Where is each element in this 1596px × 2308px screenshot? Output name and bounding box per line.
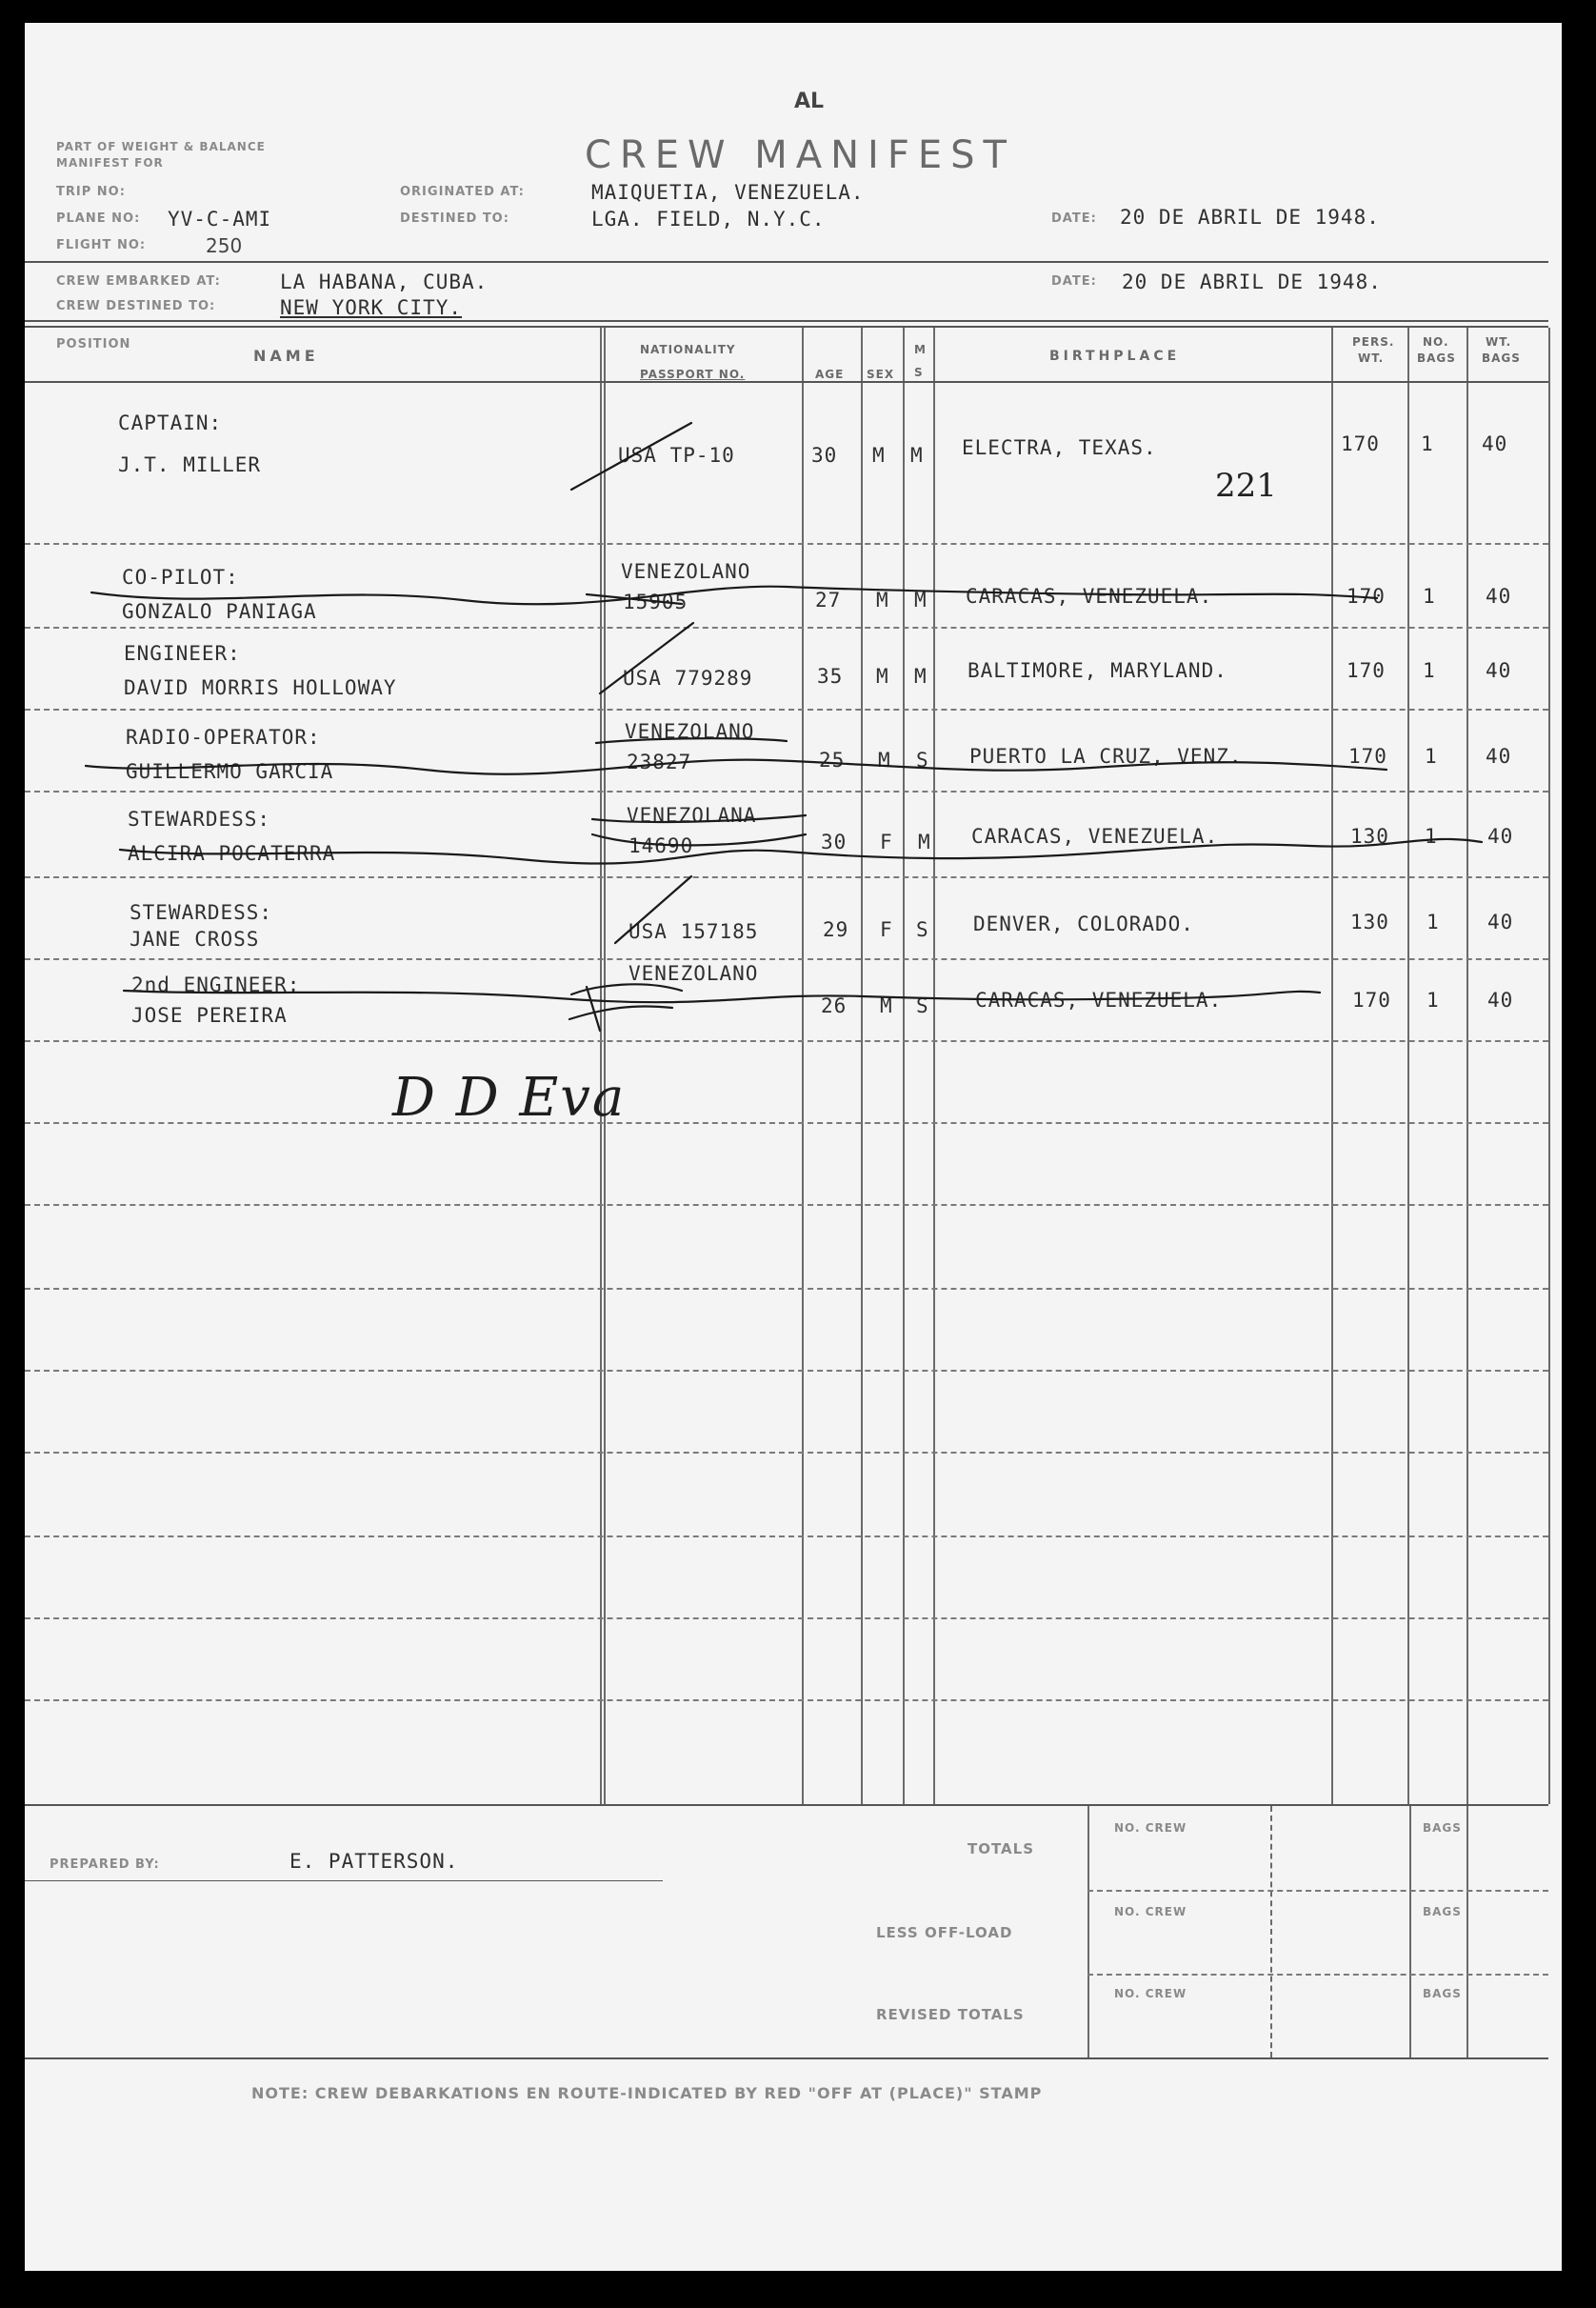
strike-line [120, 839, 1482, 864]
slash-mark [615, 876, 691, 943]
date-value: 20 DE ABRIL DE 1948. [1120, 206, 1380, 229]
crew-nationality: VENEZOLANO [621, 560, 751, 583]
crew-pers-wt: 130 [1350, 911, 1389, 933]
bags-label: BAGS [1423, 1821, 1462, 1835]
crew-age: 25 [819, 749, 846, 772]
crew-marital: S [916, 994, 929, 1017]
originated-label: ORIGINATED AT: [400, 185, 525, 199]
no-crew-label: NO. CREW [1114, 1821, 1187, 1835]
crew-position: CAPTAIN: [118, 411, 223, 434]
col-ms-1: M [914, 343, 927, 356]
date2-value: 20 DE ABRIL DE 1948. [1122, 271, 1382, 293]
strike-line [596, 738, 787, 743]
date2-label: DATE: [1051, 274, 1097, 289]
crew-age: 30 [821, 831, 848, 853]
slash-mark [600, 623, 693, 693]
col-wt-bags-1: WT. [1486, 335, 1512, 349]
crew-no-bags: 1 [1421, 432, 1434, 455]
slash-mark [571, 423, 691, 490]
crew-marital: M [914, 665, 928, 688]
trip-no-label: TRIP NO: [56, 185, 126, 199]
crew-pers-wt: 170 [1347, 659, 1386, 682]
crew-wt-bags: 40 [1487, 825, 1514, 848]
crew-marital: M [910, 444, 924, 467]
crew-marital: M [914, 589, 928, 612]
crew-name: J.T. MILLER [118, 453, 262, 476]
crew-sex: F [880, 918, 893, 941]
crew-birthplace: CARACAS, VENEZUELA. [966, 585, 1213, 608]
crew-wt-bags: 40 [1482, 432, 1508, 455]
crew-sex: M [880, 994, 893, 1017]
crew-sex: M [876, 589, 889, 612]
crew-name: DAVID MORRIS HOLLOWAY [124, 676, 397, 699]
crew-position: CO-PILOT: [122, 566, 239, 589]
prepared-by-label: PREPARED BY: [50, 1857, 160, 1872]
crew-wt-bags: 40 [1487, 989, 1514, 1012]
crew-no-bags: 1 [1425, 745, 1438, 768]
revised-totals-label: REVISED TOTALS [876, 2006, 1025, 2023]
plane-no-label: PLANE NO: [56, 211, 141, 226]
crew-name: JANE CROSS [130, 928, 260, 951]
crew-name: JOSE PEREIRA [131, 1004, 288, 1027]
strike-line [569, 1007, 672, 1020]
crew-sex: M [872, 444, 886, 467]
part-of-label-2: MANIFEST FOR [56, 156, 164, 170]
crew-nationality: USA 779289 [623, 667, 753, 690]
crew-sex: M [878, 749, 891, 772]
strike-line [592, 834, 806, 845]
crew-nationality: VENEZOLANO [628, 962, 759, 985]
originated-value: MAIQUETIA, VENEZUELA. [591, 181, 865, 204]
col-wt-bags-2: BAGS [1482, 351, 1521, 365]
col-name: NAME [253, 347, 319, 365]
crew-age: 30 [811, 444, 838, 467]
crew-nationality: VENEZOLANO [625, 720, 755, 743]
strike-line [587, 987, 600, 1031]
col-age: AGE [815, 368, 845, 381]
bags-label: BAGS [1423, 1905, 1462, 1918]
crew-embarked-label: CREW EMBARKED AT: [56, 274, 221, 289]
crew-no-bags: 1 [1425, 825, 1438, 848]
crew-pers-wt: 170 [1352, 989, 1391, 1012]
crew-wt-bags: 40 [1486, 659, 1512, 682]
manifest-page [25, 23, 1562, 2271]
crew-birthplace: BALTIMORE, MARYLAND. [968, 659, 1227, 682]
strike-line [86, 760, 1387, 774]
crew-sex: F [880, 831, 893, 853]
crew-birthplace: ELECTRA, TEXAS. [962, 436, 1157, 459]
col-birthplace: BIRTHPLACE [1049, 349, 1181, 364]
crew-no-bags: 1 [1426, 911, 1440, 933]
crew-marital: S [916, 749, 929, 772]
crew-wt-bags: 40 [1486, 585, 1512, 608]
crew-age: 29 [823, 918, 849, 941]
crew-age: 27 [815, 589, 842, 612]
strike-line [592, 815, 806, 822]
crew-nationality: VENEZOLANA [627, 804, 757, 827]
crew-nationality: USA 157185 [628, 920, 759, 943]
crew-position: RADIO-OPERATOR: [126, 726, 321, 749]
plane-no-value: YV-C-AMI [168, 208, 272, 231]
crew-destined-label: CREW DESTINED TO: [56, 299, 216, 313]
crew-wt-bags: 40 [1486, 745, 1512, 768]
no-crew-label: NO. CREW [1114, 1905, 1187, 1918]
less-offload-label: LESS OFF-LOAD [876, 1924, 1013, 1941]
flight-no-value: 250 [206, 234, 243, 257]
crew-pers-wt: 170 [1348, 745, 1387, 768]
col-sex: SEX [867, 368, 895, 381]
col-pers-wt-1: PERS. [1352, 335, 1395, 349]
crew-position: 2nd ENGINEER: [131, 973, 301, 996]
ink-markings [25, 23, 1562, 1261]
no-crew-label: NO. CREW [1114, 1987, 1187, 2000]
crew-position: STEWARDESS: [130, 901, 273, 924]
crew-marital: M [918, 831, 931, 853]
crew-age: 26 [821, 994, 848, 1017]
handwritten-number: 221 [1215, 467, 1277, 505]
flight-no-label: FLIGHT NO: [56, 238, 147, 252]
prepared-by-value: E. PATTERSON. [289, 1850, 459, 1873]
totals-label: TOTALS [968, 1840, 1035, 1857]
crew-pers-wt: 170 [1341, 432, 1380, 455]
crew-no-bags: 1 [1426, 989, 1440, 1012]
crew-position: ENGINEER: [124, 642, 241, 665]
date-label: DATE: [1051, 211, 1097, 226]
crew-wt-bags: 40 [1487, 911, 1514, 933]
signature: D D Eva [392, 1067, 627, 1129]
crew-passport: 14690 [628, 834, 694, 857]
crew-marital: S [916, 918, 929, 941]
strike-line [587, 594, 682, 604]
crew-birthplace: PUERTO LA CRUZ, VENZ. [969, 745, 1243, 768]
part-of-label-1: PART OF WEIGHT & BALANCE [56, 140, 266, 153]
top-fragment: AL [794, 90, 825, 113]
crew-pers-wt: 170 [1347, 585, 1386, 608]
destined-label: DESTINED TO: [400, 211, 509, 226]
crew-name: ALCIRA POCATERRA [128, 842, 336, 865]
col-passport: PASSPORT NO. [640, 368, 746, 381]
destined-value: LGA. FIELD, N.Y.C. [591, 208, 826, 231]
strike-line [124, 991, 1320, 1002]
crew-name: GONZALO PANIAGA [122, 600, 317, 623]
crew-birthplace: DENVER, COLORADO. [973, 913, 1194, 935]
crew-position: STEWARDESS: [128, 808, 271, 831]
bags-label: BAGS [1423, 1987, 1462, 2000]
crew-nationality: USA TP-10 [618, 444, 735, 467]
col-pers-wt-2: WT. [1358, 351, 1385, 365]
crew-birthplace: CARACAS, VENEZUELA. [971, 825, 1219, 848]
crew-no-bags: 1 [1423, 585, 1436, 608]
crew-sex: M [876, 665, 889, 688]
crew-passport: 23827 [627, 751, 692, 773]
crew-destined-value: NEW YORK CITY. [280, 296, 463, 319]
crew-name: GUILLERMO GARCIA [126, 760, 334, 783]
col-ms-2: S [914, 366, 924, 379]
col-no-bags-2: BAGS [1417, 351, 1456, 365]
col-position: POSITION [56, 337, 131, 351]
col-no-bags-1: NO. [1423, 335, 1449, 349]
page-title: CREW MANIFEST [585, 133, 1015, 177]
col-nationality: NATIONALITY [640, 343, 736, 356]
crew-embarked-value: LA HABANA, CUBA. [280, 271, 489, 293]
strike-line [91, 587, 1377, 605]
crew-no-bags: 1 [1423, 659, 1436, 682]
crew-passport: 15905 [623, 591, 688, 613]
footer-note: NOTE: CREW DEBARKATIONS EN ROUTE-INDICATED BY RED "OFF AT (PLACE)" STAMP [251, 2084, 1043, 2102]
crew-pers-wt: 130 [1350, 825, 1389, 848]
crew-birthplace: CARACAS, VENEZUELA. [975, 989, 1223, 1012]
crew-age: 35 [817, 665, 844, 688]
